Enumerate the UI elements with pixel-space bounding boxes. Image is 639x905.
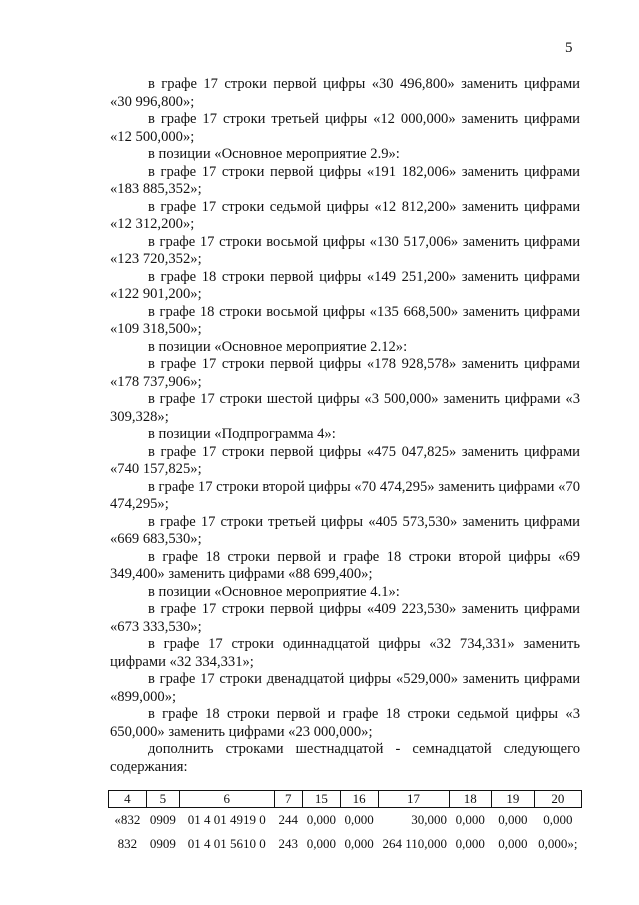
- table-cell: 0,000: [344, 812, 374, 827]
- paragraph: в графе 17 строки восьмой цифры «130 517,006» заменить цифрами «123 720,352»;: [110, 233, 580, 267]
- table-cell: 0,000: [344, 836, 374, 851]
- paragraph: в графе 17 строки первой цифры «178 928,578» заменить цифрами «178 737,906»;: [110, 356, 580, 390]
- table-cell: 01 4 01 4919 0: [187, 812, 266, 827]
- paragraph: в графе 17 строки двенадцатой цифры «529,000» заменить цифрами «899,000»;: [110, 671, 580, 705]
- column-header: 18: [449, 791, 492, 808]
- paragraph: в графе 17 строки второй цифры «70 474,295» заменить цифрами «70 474,295»;: [110, 478, 580, 512]
- column-header: 5: [146, 791, 179, 808]
- document-body: [110, 76, 580, 776]
- paragraph: в графе 17 строки первой цифры «30 496,800» заменить цифрами «30 996,800»;: [110, 76, 580, 110]
- table-row: [109, 832, 582, 856]
- paragraph: в графе 18 строки первой и графе 18 строки второй цифры «69 349,400» заменить цифрами «88 699,400»;: [110, 548, 580, 582]
- paragraph: в графе 17 строки первой цифры «475 047,825» заменить цифрами «740 157,825»;: [110, 443, 580, 477]
- column-header: 19: [492, 791, 535, 808]
- paragraph: в графе 17 строки третьей цифры «12 000,000» заменить цифрами «12 500,000»;: [110, 111, 580, 145]
- table-cell: «832: [114, 812, 141, 827]
- paragraph: в графе 17 строки шестой цифры «3 500,000» заменить цифрами «3 309,328»;: [110, 391, 580, 425]
- column-header: 17: [378, 791, 449, 808]
- table-row: [109, 808, 582, 833]
- table-cell: 0,000: [543, 812, 573, 827]
- table-cell: 30,000: [411, 812, 448, 827]
- column-header: 20: [534, 791, 581, 808]
- column-header: 7: [274, 791, 302, 808]
- table-cell: 0,000: [306, 812, 336, 827]
- paragraph: в графе 17 строки третьей цифры «405 573,530» заменить цифрами «669 683,530»;: [110, 513, 580, 547]
- paragraph: в графе 18 строки восьмой цифры «135 668,500» заменить цифрами «109 318,500»;: [110, 303, 580, 337]
- table-cell: 0,000: [455, 812, 485, 827]
- paragraph: в графе 17 строки седьмой цифры «12 812,200» заменить цифрами «12 312,200»;: [110, 198, 580, 232]
- paragraph: в графе 18 строки первой цифры «149 251,200» заменить цифрами «122 901,200»;: [110, 268, 580, 302]
- table-cell: 0,000»;: [538, 836, 578, 851]
- table-cell: 0,000: [455, 836, 485, 851]
- appended-rows-table: [108, 790, 582, 856]
- table-cell: 264 110,000: [382, 836, 448, 851]
- section-heading: в позиции «Основное мероприятие 4.1»:: [148, 583, 400, 600]
- table-cell: 832: [117, 836, 138, 851]
- paragraph: в графе 17 строки первой цифры «191 182,006» заменить цифрами «183 885,352»;: [110, 163, 580, 197]
- column-header: 16: [340, 791, 378, 808]
- table-cell: 0909: [149, 836, 176, 851]
- table-cell: 0,000: [306, 836, 336, 851]
- paragraph: в графе 18 строки первой и графе 18 строки седьмой цифры «3 650,000» заменить цифрами «23 000,000»;: [110, 706, 580, 740]
- page-number: 5: [565, 40, 573, 56]
- table-cell: 244: [278, 812, 298, 827]
- column-header: 4: [109, 791, 147, 808]
- section-heading: в позиции «Основное мероприятие 2.9»:: [148, 146, 400, 162]
- section-heading: в позиции «Подпрограмма 4»:: [148, 426, 336, 442]
- table-header-row: [109, 791, 582, 808]
- column-header: 6: [179, 791, 274, 808]
- table-cell: 243: [278, 836, 298, 851]
- table-cell: 0,000: [498, 812, 528, 827]
- table-cell: 0909: [149, 812, 176, 827]
- table-cell: 0,000: [498, 836, 528, 851]
- column-header: 15: [302, 791, 340, 808]
- paragraph: в графе 17 строки одиннадцатой цифры «32 734,331» заменить цифрами «32 334,331»;: [110, 636, 580, 670]
- paragraph: в графе 17 строки первой цифры «409 223,530» заменить цифрами «673 333,530»;: [110, 601, 580, 635]
- section-heading: в позиции «Основное мероприятие 2.12»:: [148, 338, 408, 355]
- paragraph: дополнить строками шестнадцатой - семнадцатой следующего содержания:: [110, 741, 580, 775]
- table-cell: 01 4 01 5610 0: [187, 836, 266, 851]
